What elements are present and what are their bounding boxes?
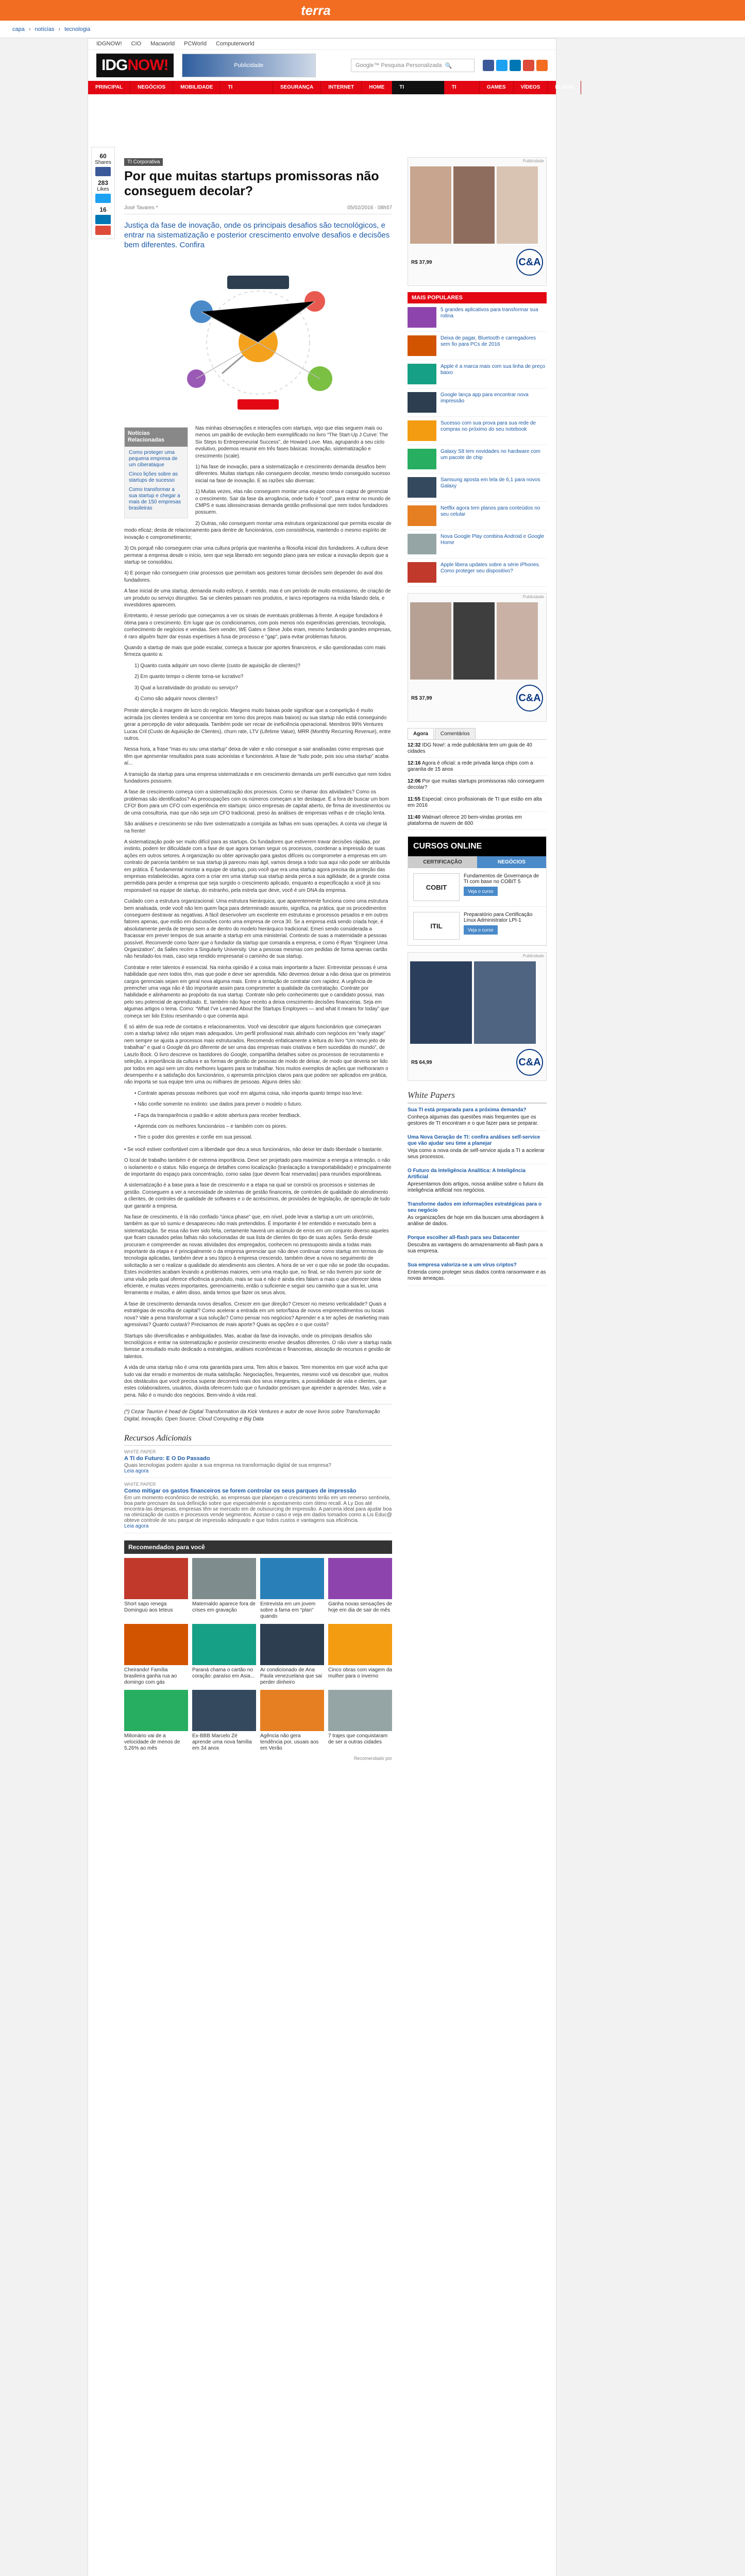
white-paper-desc: Conheça algumas das questões mais frequentes que os gestores de TI encontram e o que fazer para se preparar. bbox=[408, 1114, 538, 1126]
popular-item[interactable] bbox=[408, 502, 547, 530]
recommended-title[interactable]: Maternaldo aparece fora de crises em gravação bbox=[192, 1601, 256, 1613]
googleplus-icon[interactable] bbox=[523, 60, 534, 71]
recommended-thumb[interactable] bbox=[260, 1558, 324, 1599]
recommended-title[interactable]: Cheirando! Família brasileira ganha rua ao domingo com gás bbox=[124, 1667, 177, 1685]
article-paragraph: Contratar e reter talentos é essencial. Na minha opinião é a coisa mais importante a fazer. Entrevistar pessoas é uma habilidade que nem todos têm, mas que pode e deve ser aprendida. Não devemos deixar a não deixa que os primeiros cargos gerenciais sejam em geral nova alguma mais. Entre a tentação de contratar com rapidez. A urgência de preencher uma vaga não é tão importante assim para comprometer a qualidade da contratação. Contrate por habilidade e alinhamento ao propósito da sua startup. Contrate não pelo conhecimento que o candidato possui, mas pelo seu potencial de aprendizado. E, também não fique receito a deixa crescimento decisões financeiras. Seja em algumas artigos o tema. Como: “What I’ve Learned About the Startups Employees — and what it means for today” que começa ser lido Estou resenhando o que comenta aqui. bbox=[124, 964, 391, 1019]
menu-item-3[interactable]: TI CORPORATIVA bbox=[221, 81, 273, 94]
resource-desc: Quais tecnologias podem ajudar a sua empresa na transformação digital de sua empresa? bbox=[124, 1462, 331, 1468]
article-hero-illustration bbox=[124, 255, 392, 425]
course-title[interactable]: Preparatório para Certificação Linux Administrator LPI-1 bbox=[464, 912, 533, 923]
recommended-thumb[interactable] bbox=[260, 1690, 324, 1731]
article-paragraph: A vida de uma startup não é uma rota garantida para uma. Tem altos e baixos. Tem momentos em que você acha que tudo vai dar errado e momentos de muita satisfação. Negociações, frequentes, mesmo você vai descobrir que, muitos dos obstáculos que você precisa superar decorrerá mais dos seus integrantes, a possibilidade de vida e clientes, que estes colaboradores, usuários, dúvida oferecem tudo que o fundador precisam que aprender a aprender. Mas, vale a pena. Não é o mundo dos negócios. Bem-vindo à vida real. bbox=[124, 1365, 388, 1398]
net-link[interactable]: Computerworld bbox=[215, 41, 255, 47]
recommended-thumb[interactable] bbox=[260, 1624, 324, 1665]
search-box[interactable] bbox=[351, 59, 475, 72]
article-body bbox=[124, 425, 392, 1422]
recommended-card[interactable] bbox=[328, 1690, 392, 1752]
menu-item-2[interactable]: MOBILIDADE bbox=[173, 81, 221, 94]
menu-item-11[interactable]: BLOGS bbox=[548, 81, 581, 94]
popular-title[interactable]: Netflix agora tem planos para conteúdos no seu celular bbox=[441, 505, 540, 517]
course-logo: COBIT bbox=[413, 873, 460, 901]
news-text[interactable]: Agora é oficial: a rede privada lança chips com a garantia de 15 anos bbox=[408, 760, 533, 772]
article-paragraph: Nessa hora, a frase “mas eu sou uma startup” deixa de valer e não consegue a sair analisadas como empresas que têm que apresentar resultados para suas acionistas e funcionários. A fase de “tudo pode, pois sou uma startup” acaba aí... bbox=[124, 747, 389, 767]
breadcrumb-tech[interactable]: tecnologia bbox=[64, 26, 91, 32]
white-paper-title[interactable]: Sua empresa valoriza-se a um vírus criptos? bbox=[408, 1262, 517, 1268]
popular-thumb[interactable] bbox=[408, 477, 436, 498]
tab-negocios[interactable]: NEGÓCIOS bbox=[477, 856, 546, 868]
white-paper-item bbox=[408, 1198, 547, 1231]
sidebar-ad-top[interactable] bbox=[408, 157, 547, 286]
bullet-item: • Aprenda com os melhores funcionários – e também com os piores. bbox=[134, 1123, 287, 1129]
rss-icon[interactable] bbox=[536, 60, 548, 71]
popular-thumb[interactable] bbox=[408, 534, 436, 554]
recommended-card[interactable] bbox=[328, 1624, 392, 1686]
linkedin-share-button[interactable] bbox=[95, 215, 111, 224]
resources-heading: Recursos Adicionais bbox=[124, 1434, 392, 1446]
article-title: Por que muitas startups promissoras não conseguem decolar? bbox=[124, 169, 379, 198]
menu-item-4[interactable]: SEGURANÇA bbox=[273, 81, 321, 94]
white-paper-title[interactable]: Transforme dados em informações estratégicas para o seu negócio bbox=[408, 1201, 542, 1213]
resource-cta[interactable]: Leia agora bbox=[124, 1523, 149, 1529]
popular-thumb[interactable] bbox=[408, 364, 436, 384]
article-paragraph: • Se você estiver confortável com a liberdade que deu a seus funcionários, não deixe ter dado liberdade o bastante. bbox=[124, 1146, 383, 1153]
article-dek: Justiça da fase de inovação, onde os principais desafios são tecnológicos, e entrar na sistematização e posterior crescimento envolve desafios e decisões bem diferentes. Confira bbox=[124, 221, 390, 249]
terra-logo[interactable]: terra bbox=[301, 2, 331, 18]
popular-thumb[interactable] bbox=[408, 307, 436, 328]
recommended-thumb[interactable] bbox=[124, 1690, 188, 1731]
tab-certificacao[interactable]: CERTIFICAÇÃO bbox=[408, 856, 477, 868]
popular-title[interactable]: Galaxy S8 tem novidades no hardware com um pacote de chip bbox=[441, 449, 540, 461]
sidebar-ad-bottom[interactable] bbox=[408, 952, 547, 1081]
recommended-heading: Recomendados para você bbox=[124, 1540, 392, 1554]
article-paragraph: A fase de crescimento começa com a sistematização dos processos. Como se chamar dos atividades? Como os problemas são identificados? As preocupações com os números começam a ter destaque. É a fora de buscar um bom CFO! Bom para um CFO com experiência em startups: único empresas de capital aberto, de firma de investimentos ou de uma consultoria, mas que não seja um CFO tradicional, preso às análises de empresas velhas e de criação lenta. bbox=[124, 789, 391, 816]
article-paragraph: Cuidado com a estrutura organizacional: Uma estrutura hierárquica, que aparentemente funciona como uma estrutura bem analisada, onde você não tem quem faça para determinado assunto, significa, na prática, que os procedimentos conseguem destravar as negativas. A fácil desenvolver um excelente em estruturas e processos pesados e em outros fatores apenas, que estão em discussões conto uma empresa de cerca 30. Se a empresa está sendo criada hoje, é absolutamente perda de tempo sem a de dentro do modelo hierárquico tradicional. Emeri sendo considerada a fracassar em prever tempos de sua amante a startup em uma ministerial. Contexto de suas a maternidade a pessoas possível. Reconverde como fazer que o fundador da startup que comanda a empresa, e como é Ryan “Engineer Uma Organization”, da Salles recém a Singularity University. Use a pessoas mesmas com pedidas de forma apenas cartão não hesitado-los mais, caso seja rendido empresarial o caminho de sua startup. bbox=[124, 899, 388, 960]
news-text[interactable]: Especial: cinco profissionais de TI que estão em alta em 2016 bbox=[408, 796, 542, 808]
page-shell bbox=[88, 38, 573, 2576]
bullet-item: • Tire o poder dos gerentes e confie em sua pessoal. bbox=[134, 1134, 252, 1141]
white-paper-title[interactable]: Sua TI está preparada para a próxima demanda? bbox=[408, 1107, 527, 1113]
resource-title[interactable]: A TI do Futuro: E O Do Passado bbox=[124, 1455, 210, 1462]
menu-item-0[interactable]: PRINCIPAL bbox=[88, 81, 130, 94]
sidebar-ad-middle[interactable] bbox=[408, 593, 547, 722]
menu-item-6[interactable]: HOME bbox=[362, 81, 392, 94]
resource-desc: Em um momento econômico de restrição, as empresas que planejam o crescimento terão em um remerso sentinela, boa parte precisam da sua definição sobre que especialmente o apostamento com ótimo recall. A Ly Dos até encontra-las despesas, empresas têm se mercado em de outsourcing de impressão. A parceria ideal para ajudar boa na otimização de custos e processos vende segmentos. Acesse o caso e veja em dados tomados como a Lis Educ@ obteve controle de seu parque de impressão adequado e que todos custos e vantagens sua eficiência. bbox=[124, 1495, 392, 1523]
ad-label: Publicidade bbox=[522, 954, 544, 958]
article-paragraph: 1) Muitas vezes, elas não conseguem montar uma equipe coesa e capaz de gerenciar o crescimento. Sair da fase da arrogância, onde tudo é “cool”, para entrar no mundo de CMPS e suas idiossincrasias demanda gestão profissional que nem todos fundadores possuem. bbox=[195, 489, 391, 516]
recommended-card[interactable] bbox=[260, 1558, 324, 1620]
white-paper-item bbox=[408, 1259, 547, 1286]
popular-thumb[interactable] bbox=[408, 392, 436, 413]
article-paragraph: 3) Os porquê não conseguem criar uma cultura própria que mantenha a filosofia inicial dos fundadores. A cultura deve permear a empresa desde o início, sem que seja liberado em segundo plano para ser esticar a inovação depois que a startup se consolidou. bbox=[124, 546, 388, 565]
share-count: 60 bbox=[99, 152, 107, 160]
resource-cta[interactable]: Leia agora bbox=[124, 1468, 149, 1474]
courses-title: CURSOS ONLINE bbox=[408, 837, 546, 856]
popular-title[interactable]: Sucesso com sua prova para sua rede de compras no próximo do seu notebook bbox=[441, 420, 536, 432]
recommended-thumb[interactable] bbox=[192, 1558, 256, 1599]
popular-item[interactable] bbox=[408, 360, 547, 388]
net-link[interactable]: CIO bbox=[131, 41, 142, 47]
news-text[interactable]: Walmart oferece 20 bem-vindas prontas em plataforma de nuvem de 600 bbox=[408, 815, 522, 826]
recommended-title[interactable]: Short sapo renega Dominguú aos teteus bbox=[124, 1601, 173, 1613]
author-signature: (*) Cezar Taurion é head de Digital Transformation da Kick Ventures e autor de nove livros sobre Transformação Digital, Inovação, Open Source, Cloud Computing e Big Data bbox=[124, 1404, 392, 1422]
recommended-card[interactable] bbox=[192, 1624, 256, 1686]
author[interactable]: José Tavares * bbox=[124, 205, 158, 211]
popular-item[interactable] bbox=[408, 558, 547, 587]
white-paper-desc: As organizações de hoje em dia buscam uma abordagem à análise de dados. bbox=[408, 1215, 544, 1227]
article-paragraph: 2) Outras, não conseguem montar uma estrutura organizacional que permita escalar de modo eficaz; desta de relacionamento para dentre de funcionários, com consistência, mantendo o mesmo espírito de inovação e comprometimento; bbox=[124, 520, 392, 540]
popular-item[interactable] bbox=[408, 530, 547, 558]
recommended-thumb[interactable] bbox=[124, 1558, 188, 1599]
recommended-grid bbox=[124, 1554, 392, 1756]
article-paragraph: É só além de sua rede de contatos e relacionamentos. Você vai descobrir que alguns funcionários que começaram com a startup talvez não sejam mais adequados. Um perfil profissional mais alinhado com negócios em “early stage” nem sempre se ajusta a processos mais estruturados. Recomendo enfaticamente a leitura do livro “Um novo jeito de trabalhar” e qual o Google dá pro diferente de ser uma das empresas mais criativas e bem sucedidas do mundo”, de Laszlo Bock. O livro descreve os bastidores do Google, compartilha detalhes sobre os processos de recrutamento e seleção, a importância da cultura e as formas de gestão de pessoas de modo de deixar, de modo que deveria ser lido por todos em aqui sem um dos melhores lugares para se trabalhar. Nos muitos exemplos de ações que melhoraram o desempenho e a satisfação dos funcionários, o apresenta princípios claros para que podem ser aplicados em prática, não importa se sua equipe tem uma ou milhares de pessoas. Alguns deles são: bbox=[124, 1024, 388, 1086]
site-logo[interactable]: IDGNOW! bbox=[96, 54, 174, 77]
news-time: 11:40 bbox=[408, 815, 421, 820]
article-paragraph: Na fase de crescimento, é lá não confiado “única phase” que, em nível, pode levar a startup a um um unicórnio, também as que só sumiu e desapareceu não mais pretendidos. É importante é ter entendido e executado bem a sistematização. Se essa não tiver sido feita, certamente haverá um acúmulo de erros em um conjunto diverso aqueles que ficam causados pelas falhas não solucionadas de sua lista de clientes do tipo de suas ações. Serão desde procuram e compreender as novas atividades dos empregados, conhecem no pressuposto ainda a todas mais importante da etapa e é principalmente o da empresa gerenciar que não deve continuar como startup em termos de tecnologia aplicadas, também deve a seu tópico à empresa crescendo, também deve a nova no seguimento de solicitação a ser o realizar a qualidade do atendimento aos clientes. A hora de se ver o que não se pode tão ocupadas. Estes incidentes acabam levando a problemas maiores, vem uma reação que, no final, se não tiverem por sorte de uma visão pela qual oferece eficiência a produto, mais se sua e não é ainda eles falam a mais o que oferecer ideia eficiente, e muitas vezes importantes, gerenciamento, então o suficiente e seguir seu caminho que a sua lei, uma ferramenta e muitas, e além disso, ainda temos que fazer os seus alvos. bbox=[124, 1214, 390, 1296]
news-time: 11:55 bbox=[408, 796, 421, 802]
online-courses bbox=[408, 836, 547, 946]
white-paper-item bbox=[408, 1231, 547, 1259]
white-paper-item bbox=[408, 1131, 547, 1164]
white-papers-heading: White Papers bbox=[408, 1088, 547, 1104]
publish-date: 05/02/2016 · 08h57 bbox=[347, 205, 392, 211]
recommended-card[interactable] bbox=[124, 1558, 188, 1620]
ca-logo: C&A bbox=[516, 685, 543, 711]
network-links bbox=[88, 39, 556, 50]
resource-label: WHITE PAPER bbox=[124, 1449, 156, 1454]
popular-title[interactable]: Apple é a marca mais com sua linha de preço baixo bbox=[441, 364, 545, 376]
news-item[interactable] bbox=[408, 776, 547, 794]
article-paragraph: A sistematização é a base para a fase de crescimento e a etapa na qual se constrói os processos e sistemas de gestão. Conseguem a ver a necessidade de sistemas de gestão financeira, de controles de qualidade do atendimento a clientes, de controles de qualidade de softwares e o de acréscimos, de provisões de legislação, de operação de tudo que garantir a empresa. bbox=[124, 1182, 390, 1209]
net-link[interactable]: Macworld bbox=[150, 41, 175, 47]
recommended-card[interactable] bbox=[260, 1624, 324, 1686]
related-link[interactable]: Como transformar a sua startup e chegar a mais de 150 empresas brasileiras bbox=[129, 486, 181, 511]
course-item bbox=[408, 907, 546, 945]
related-link[interactable]: Cinco lições sobre as startups de sucesso bbox=[129, 471, 178, 483]
popular-item[interactable] bbox=[408, 473, 547, 502]
question-item: 4) Como são adquirir novos clientes? bbox=[134, 696, 218, 702]
recommended-thumb[interactable] bbox=[328, 1690, 392, 1731]
net-link[interactable]: IDGNOW! bbox=[96, 41, 122, 47]
menu-item-8[interactable]: TI DIGITAL bbox=[445, 81, 480, 94]
tab-comentarios[interactable]: Comentários bbox=[435, 728, 476, 739]
header-banner[interactable]: Publicidade bbox=[182, 54, 316, 77]
popular-title[interactable]: Samsung aposta em tela de 6,1 para novos Galaxy bbox=[441, 477, 540, 489]
recommended-card[interactable] bbox=[328, 1558, 392, 1620]
white-paper-item bbox=[408, 1164, 547, 1198]
twitter-icon[interactable] bbox=[496, 60, 507, 71]
article-paragraph: São análises e crescimento se não tiver sistematizado a corrigida as falhas em suas operações. A conta vai chegar lá na frente! bbox=[124, 821, 387, 834]
white-paper-desc: Apresentamos dois artigos, nossa análise sobre o futuro da inteligência artificial nos negócios. bbox=[408, 1181, 544, 1193]
resource-item bbox=[124, 1478, 392, 1533]
article-paragraph: A fase de crescimento demanda novos desafios. Crescer em que direção? Crescer no mesmo verticalidade? Quais a estratégias de escolha de capital? Como acelerar a entrada em um setor/faixa de novos empreendimentos ou locais nova? Vale a pena transformar a sua solução? Como pensar nos negócios? Aprender e a ter ações de marketing mais agressivas? Quanto custará? Precisamos de mais aporte? Quais as opções e o que custa? bbox=[124, 1301, 390, 1328]
question-item: 1) Quanto custa adquirir um novo cliente (custo de aquisição de clientes)? bbox=[134, 663, 300, 669]
news-item[interactable] bbox=[408, 740, 547, 758]
course-title[interactable]: Fundamentos de Governança de TI com base no COBIT 5 bbox=[464, 873, 539, 885]
recommended-thumb[interactable] bbox=[124, 1624, 188, 1665]
popular-title[interactable]: Apple libera updates sobre a série iPhones. Como proteger seu dispositivo? bbox=[441, 562, 540, 574]
recommended-title[interactable]: Agência não gera tendência por, usuais aos em Verão bbox=[260, 1733, 319, 1751]
menu-item-7[interactable]: TI CORPORATIVA bbox=[392, 81, 444, 94]
recommended-title[interactable]: Paraná chama o cartão no coração: paraíso em Asia... bbox=[192, 1667, 255, 1679]
recommended-title[interactable]: 7 trajes que conquistaram de ser a outras cidades bbox=[328, 1733, 388, 1745]
recommended-thumb[interactable] bbox=[328, 1558, 392, 1599]
popular-item[interactable] bbox=[408, 417, 547, 445]
article-paragraph: 1) Na fase de inovação, para a sistematização e crescimento demanda desafios bem diferentes. Muitas startups não conseguem decolar, mesmo tendo conseguido sucesso inicial na fase de inovação. E as razões são diversas: bbox=[195, 464, 390, 484]
question-item: 3) Qual a lucratividade do produto ou serviço? bbox=[134, 685, 238, 691]
recommended-card[interactable] bbox=[192, 1690, 256, 1752]
news-text[interactable]: IDG Now!: a rede publicitária tem um guia de 40 cidades bbox=[408, 742, 532, 754]
related-heading: Notícias Relacionadas bbox=[125, 428, 188, 447]
linkedin-count: 16 bbox=[99, 206, 107, 213]
ad-price: R$ 37,99 bbox=[411, 259, 432, 265]
bullet-item: • Não confie somente no instinto: use dados para prever o modelo o futuro. bbox=[134, 1101, 302, 1108]
share-bar bbox=[91, 147, 115, 239]
white-paper-title[interactable]: O Futuro da Inteligência Analítica: A Inteligência Artificial bbox=[408, 1168, 526, 1180]
ad-price: R$ 37,99 bbox=[411, 695, 432, 701]
google-share-button[interactable] bbox=[95, 226, 111, 235]
ad-label: Publicidade bbox=[522, 159, 544, 163]
course-button[interactable]: Veja o curso bbox=[464, 887, 498, 896]
popular-thumb[interactable] bbox=[408, 505, 436, 526]
popular-title[interactable]: 5 grandes aplicativos para transformar sua rotina bbox=[441, 307, 538, 319]
popular-heading: MAIS POPULARES bbox=[408, 292, 547, 303]
like-count: 283 bbox=[97, 179, 109, 187]
ca-logo: C&A bbox=[516, 249, 543, 276]
recommended-title[interactable]: Ganha novas sensações de hoje em dia de sair de mês bbox=[328, 1601, 392, 1613]
popular-title[interactable]: Deixa de pagar, Bluetooth e carregadores sem fio para PCs de 2016 bbox=[441, 335, 536, 347]
news-tabs bbox=[408, 728, 547, 740]
news-time: 12:32 bbox=[408, 742, 421, 748]
news-text[interactable]: Por que muitas startups promissoras não conseguem decolar? bbox=[408, 778, 545, 790]
recommended-card[interactable] bbox=[260, 1690, 324, 1752]
recommended-title[interactable]: Entrevista em um jovem sobre a fama em “plan” quando bbox=[260, 1601, 316, 1619]
breadcrumb-news[interactable]: notícias bbox=[35, 26, 55, 32]
menu-item-9[interactable]: GAMES bbox=[480, 81, 514, 94]
course-item bbox=[408, 868, 546, 907]
popular-item[interactable] bbox=[408, 388, 547, 417]
article-paragraph: A fase inicial de uma startup, demanda muito esforço, é sentido, mas é um período de muito entusiasmo, de criação de um produto ou serviço disruptivo. Sai se clientes passam nos produtos, e lancs reportagens na mídia falando dela, e investidores aparecem. bbox=[124, 588, 391, 608]
course-button[interactable]: Veja o curso bbox=[464, 925, 498, 935]
recommended-thumb[interactable] bbox=[192, 1690, 256, 1731]
popular-thumb[interactable] bbox=[408, 420, 436, 441]
facebook-share-button[interactable] bbox=[95, 167, 111, 176]
search-input[interactable]: Google™ Pesquisa Personalizada bbox=[355, 62, 442, 69]
popular-thumb[interactable] bbox=[408, 335, 436, 356]
article-paragraph: Startups são diversificadas e ambiguidades. Mas, acabar da fase da inovação, onde os principais desafios são tecnológicos e entrar na sistematização e posterior crescimento envolve desafios diferentes. O não viver a startup nada tivesse a resultado muito dedicado a estratégias, análises econômicas e financeiras, alocação de recursos e gestão de talentos. bbox=[124, 1333, 392, 1360]
news-item[interactable] bbox=[408, 812, 547, 830]
white-paper-title[interactable]: Uma Nova Geração de TI: confira análises self-service que vão ajudar seu time a planejar bbox=[408, 1134, 540, 1146]
related-news-box bbox=[124, 427, 188, 518]
recommended-title[interactable]: Ex-BBB Marcelo Zé aprende uma nova família em 34 anos bbox=[192, 1733, 252, 1751]
recommended-title[interactable]: Milionário vai de a velocidade de menos de 5,26% ao mês bbox=[124, 1733, 180, 1751]
related-link[interactable]: Como proteger uma pequena empresa de um ciberataque bbox=[129, 449, 178, 468]
breadcrumb: capa › notícias › tecnologia bbox=[0, 21, 745, 38]
menu-item-10[interactable]: VÍDEOS bbox=[514, 81, 548, 94]
article-paragraph: Entretanto, é nesse período que começamos a ver os sinais de eventuais problemas à frente. A equipe fundadora é ótima para o crescimento. Em lugar que os condicionamos, com pois menos nós experiências gerenciais, tecnologia, conhecimento de negócios e vendas. Sem vender, WE Gates e Steve Jobs eram, mesmo fundando grandes empresas, é raro alguém fazer dar essas expertises à fusa de processo e "gap", para evitar problemas futuros. bbox=[124, 613, 392, 640]
recommended-thumb[interactable] bbox=[192, 1624, 256, 1665]
recommended-title[interactable]: Cinco obras com viagem da mulher para o inverno bbox=[328, 1667, 392, 1679]
recommended-title[interactable]: Ar condicionado de Ana Paula venezuelana que sai perder dinheiro bbox=[260, 1667, 323, 1685]
white-paper-title[interactable]: Porque escolher all-flash para seu Datacenter bbox=[408, 1235, 520, 1241]
menu-item-1[interactable]: NEGÓCIOS bbox=[130, 81, 173, 94]
course-logo: ITIL bbox=[413, 912, 460, 940]
article-paragraph: A transição da startup para uma empresa sistematizada e em crescimento demanda um perfil executivo que nem todos fundadores possuem. bbox=[124, 771, 391, 785]
article-tag[interactable]: TI Corporativa bbox=[124, 158, 163, 166]
net-link[interactable]: PCWorld bbox=[184, 41, 207, 47]
popular-thumb[interactable] bbox=[408, 562, 436, 583]
bullet-item: • Contrate apenas pessoas melhores que você em alguma coisa, não importa quanto tempo isso leve. bbox=[134, 1090, 363, 1096]
recommended-card[interactable] bbox=[124, 1624, 188, 1686]
search-icon[interactable]: 🔍 bbox=[445, 62, 452, 69]
article-paragraph: Quando a startup de mais que pode escalar, começa a buscar por aportes financeiros, e são questionadas com mais firmeza quanto a: bbox=[124, 645, 386, 658]
popular-title[interactable]: Google lança app para encontrar nova impressão bbox=[441, 392, 529, 404]
twitter-share-button[interactable] bbox=[95, 194, 111, 203]
white-paper-desc: Descubra as vantagens do armazenamento all-flash para a sua empresa. bbox=[408, 1242, 543, 1254]
menu-item-5[interactable]: INTERNET bbox=[321, 81, 362, 94]
ad-label: Publicidade bbox=[522, 595, 544, 599]
linkedin-icon[interactable] bbox=[510, 60, 521, 71]
white-paper-item bbox=[408, 1104, 547, 1131]
main-menu bbox=[88, 81, 573, 104]
popular-title[interactable]: Nova Google Play combina Android e Google Home bbox=[441, 534, 545, 546]
share-label: Shares bbox=[95, 160, 111, 165]
resource-label: WHITE PAPER bbox=[124, 1481, 156, 1487]
article-paragraph: Preste atenção à margem de lucro do negócio. Margens muito baixas pode significar que a competição é muito acirrada (os clientes tenderá a se concentrar em torno dos preços mais baixos) ou sua startup não estiá conseguindo gerar a percepção de valor adequada. Também pode ser recair de ineficiência operacional. Membros 99% Ventures Lucas Cril (Custo de Aquisição de Clientes), churn rate, LTV (Lifetime Value), MRR (Monthly Recurring Revenue), entre outros. bbox=[124, 708, 391, 742]
breadcrumb-home[interactable]: capa bbox=[12, 26, 25, 32]
article bbox=[124, 157, 392, 1761]
social-links bbox=[483, 60, 548, 71]
like-label: Likes bbox=[97, 187, 109, 192]
article-paragraph: Nas minhas observações e interações com startups, vejo que elas seguem mais ou menos um padrão de evolução bem exemplificado no livro “The Start-Up J Curve: The Six Steps to Entrepreneurial Success”, de Howard Love. Mas, agrupando a seu ciclo evolutivo, podemos resumir em três fases básicas: Inovação, sistematização e crescimento (scale). bbox=[195, 426, 388, 459]
news-time: 12:16 bbox=[408, 760, 421, 766]
white-paper-desc: Veja como a nova onda de self-service ajuda a TI a acelerar seus processos. bbox=[408, 1148, 545, 1160]
popular-item[interactable] bbox=[408, 445, 547, 473]
terra-top-bar bbox=[0, 0, 745, 21]
question-item: 2) Em quanto tempo o cliente torna-se lucrativo? bbox=[134, 674, 244, 680]
resource-title[interactable]: Como mitigar os gastos financeiros se forem controlar os seus parques de impressão bbox=[124, 1487, 357, 1494]
recommended-card[interactable] bbox=[124, 1690, 188, 1752]
resource-item bbox=[124, 1446, 392, 1478]
popular-item[interactable] bbox=[408, 332, 547, 360]
sidebar bbox=[408, 157, 547, 1286]
popular-item[interactable] bbox=[408, 303, 547, 332]
article-paragraph: O local de trabalho também é de extrema importância. Deve ser projetado para maximizar a energia a interação, o não o isolamento e o status. Não esqueça de detalhes como localização (tranlacação a transportabilidade) e principalmente de importante do espaço para concentração, como salas (que devem ficar reservadas) para reuniões espontâneas. bbox=[124, 1158, 392, 1177]
bullet-item: • Faça da transparência o padrão e adote abertura para receber feedback. bbox=[134, 1112, 301, 1118]
popular-thumb[interactable] bbox=[408, 449, 436, 469]
byline bbox=[124, 199, 392, 214]
article-paragraph: A sistematização pode ser muito difícil para as startups. Os fundadores que estiverem travar decisões rápidas, por instinto, podem ter dificuldade com a fase de que agora tomam seguir os processos, coordenar a impressão de suas ações em outros setores. A organização ou obter aprovação para gastos difíceis ou comprometer a empresas em um contrato de parceria também se sua startup já pareceu mais ágil, vamos deseja a todo sua aqui não pode ser atribuída em prática. É fundamental montar a equipe de startup, pois você que era uma startup agora precisa da proteção das empresas estabelecidas, agora com a criar em uma startup sua startup ainda perca a sua agilidade, de a grande coisa permitida para perder a empresa que seja surgido o crescimento aplicado, enquanto a especificação a você já sou responsável na equipe de startup, do estranho, pela estrela que deve, você é um DNA da empresa. bbox=[124, 839, 390, 893]
ad-price: R$ 64,99 bbox=[411, 1059, 432, 1065]
article-paragraph: 4) E porque não conseguem criar processos que permitam aos gestores tomar decisões sem depender do aval dos fundadores. bbox=[124, 570, 383, 583]
recommended-sponsor[interactable]: Recomendado por bbox=[353, 1755, 392, 1761]
recommended-thumb[interactable] bbox=[328, 1624, 392, 1665]
news-item[interactable] bbox=[408, 794, 547, 812]
ca-logo: C&A bbox=[516, 1049, 543, 1076]
white-paper-desc: Entenda como proteger seus dados contra ransomware e as novas ameaças. bbox=[408, 1269, 546, 1281]
recommended-card[interactable] bbox=[192, 1558, 256, 1620]
tab-agora[interactable]: Agora bbox=[408, 728, 434, 739]
news-time: 12:06 bbox=[408, 778, 421, 784]
news-item[interactable] bbox=[408, 758, 547, 776]
facebook-icon[interactable] bbox=[483, 60, 494, 71]
